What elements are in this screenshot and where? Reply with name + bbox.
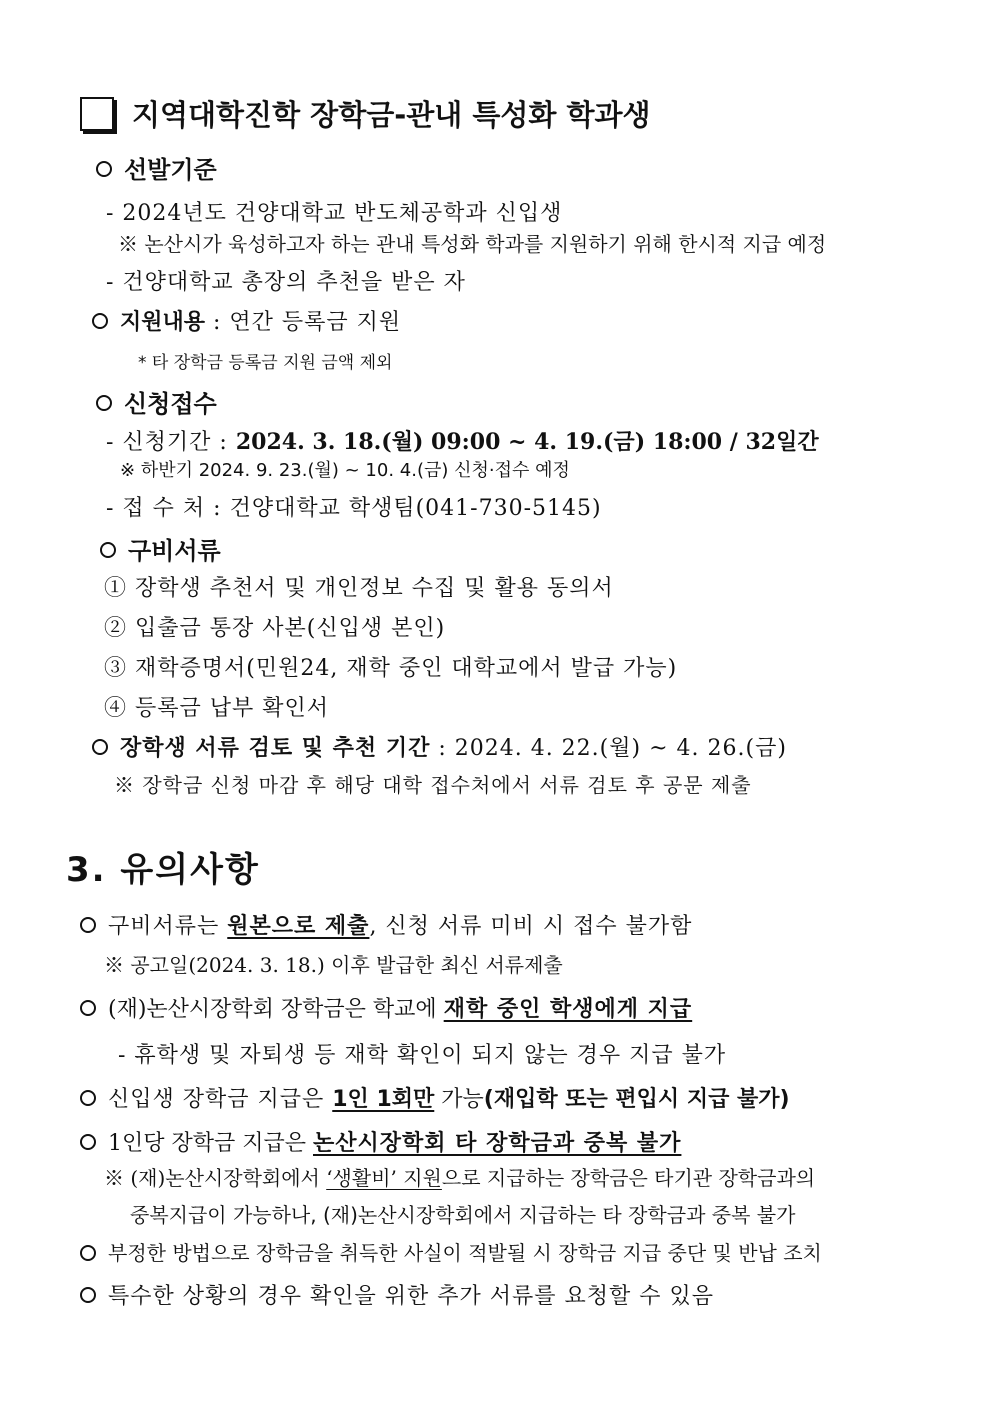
note-4-sub-2: 중복지급이 가능하나, (재)논산시장학회에서 지급하는 타 장학금과 중복 불가 — [130, 1203, 796, 1227]
section-title: 지역대학진학 장학금-관내 특성화 학과생 — [80, 93, 651, 134]
review-note: ※ 장학금 신청 마감 후 해당 대학 접수처에서 서류 검토 후 공문 제출 — [114, 773, 752, 797]
application-office: - 접 수 처 : 건양대학교 학생팀(041-730-5145) — [106, 496, 602, 521]
note-2: (재)논산시장학회 장학금은 학교에 재학 중인 학생에게 지급 — [80, 992, 692, 1023]
selection-note: ※ 논산시가 육성하고자 하는 관내 특성화 학과를 지원하기 위해 한시적 지급 예정 — [118, 232, 827, 256]
circle-bullet-icon — [80, 917, 96, 933]
circle-bullet-icon — [92, 313, 108, 329]
circle-bullet-icon — [96, 395, 112, 411]
selection-item: - 건양대학교 총장의 추천을 받은 자 — [106, 270, 466, 295]
note-4: 1인당 장학금 지급은 논산시장학회 타 장학금과 중복 불가 — [80, 1126, 681, 1157]
support-line: 지원내용 : 연간 등록금 지원 — [92, 305, 401, 336]
checkbox-square-icon — [80, 97, 114, 131]
review-line: 장학생 서류 검토 및 추천 기간 : 2024. 4. 22.(월) ~ 4. 26.(금) — [92, 731, 787, 762]
circle-bullet-icon — [80, 1245, 96, 1261]
note-6: 특수한 상황의 경우 확인을 위한 추가 서류를 요청할 수 있음 — [80, 1279, 714, 1310]
documents-item: ① 장학생 추천서 및 개인정보 수집 및 활용 동의서 — [104, 576, 614, 601]
application-heading: 신청접수 — [96, 384, 217, 419]
circle-bullet-icon — [100, 542, 116, 558]
note-4-sub: ※ (재)논산시장학회에서 ‘생활비’ 지원으로 지급하는 장학금은 타기관 장학금과의 — [104, 1166, 816, 1190]
note-1-sub: ※ 공고일(2024. 3. 18.) 이후 발급한 최신 서류제출 — [104, 953, 563, 977]
selection-heading: 선발기준 — [96, 150, 217, 185]
notes-title: 3. 유의사항 — [66, 850, 260, 890]
circle-bullet-icon — [80, 1134, 96, 1150]
support-note: * 타 장학금 등록금 지원 금액 제외 — [138, 353, 393, 373]
circle-bullet-icon — [80, 1090, 96, 1106]
note-5: 부정한 방법으로 장학금을 취득한 사실이 적발될 시 장학금 지급 중단 및 반납 조치 — [80, 1237, 822, 1266]
note-1: 구비서류는 원본으로 제출, 신청 서류 미비 시 접수 불가함 — [80, 909, 692, 940]
application-period: - 신청기간 : 2024. 3. 18.(월) 09:00 ~ 4. 19.(금) 18:00 / 32일간 — [106, 429, 819, 455]
circle-bullet-icon — [80, 1287, 96, 1303]
documents-item: ③ 재학증명서(민원24, 재학 중인 대학교에서 발급 가능) — [104, 656, 678, 681]
selection-item: - 2024년도 건양대학교 반도체공학과 신입생 — [106, 201, 563, 226]
circle-bullet-icon — [80, 1000, 96, 1016]
documents-item: ② 입출금 통장 사본(신입생 본인) — [104, 616, 446, 641]
note-2-sub: - 휴학생 및 자퇴생 등 재학 확인이 되지 않는 경우 지급 불가 — [118, 1043, 727, 1068]
documents-heading: 구비서류 — [100, 531, 221, 566]
documents-item: ④ 등록금 납부 확인서 — [104, 696, 329, 721]
circle-bullet-icon — [92, 739, 108, 755]
note-3: 신입생 장학금 지급은 1인 1회만 가능(재입학 또는 편입시 지급 불가) — [80, 1082, 790, 1113]
circle-bullet-icon — [96, 161, 112, 177]
application-period-note: ※ 하반기 2024. 9. 23.(월) ~ 10. 4.(금) 신청·접수 예정 — [120, 460, 570, 481]
